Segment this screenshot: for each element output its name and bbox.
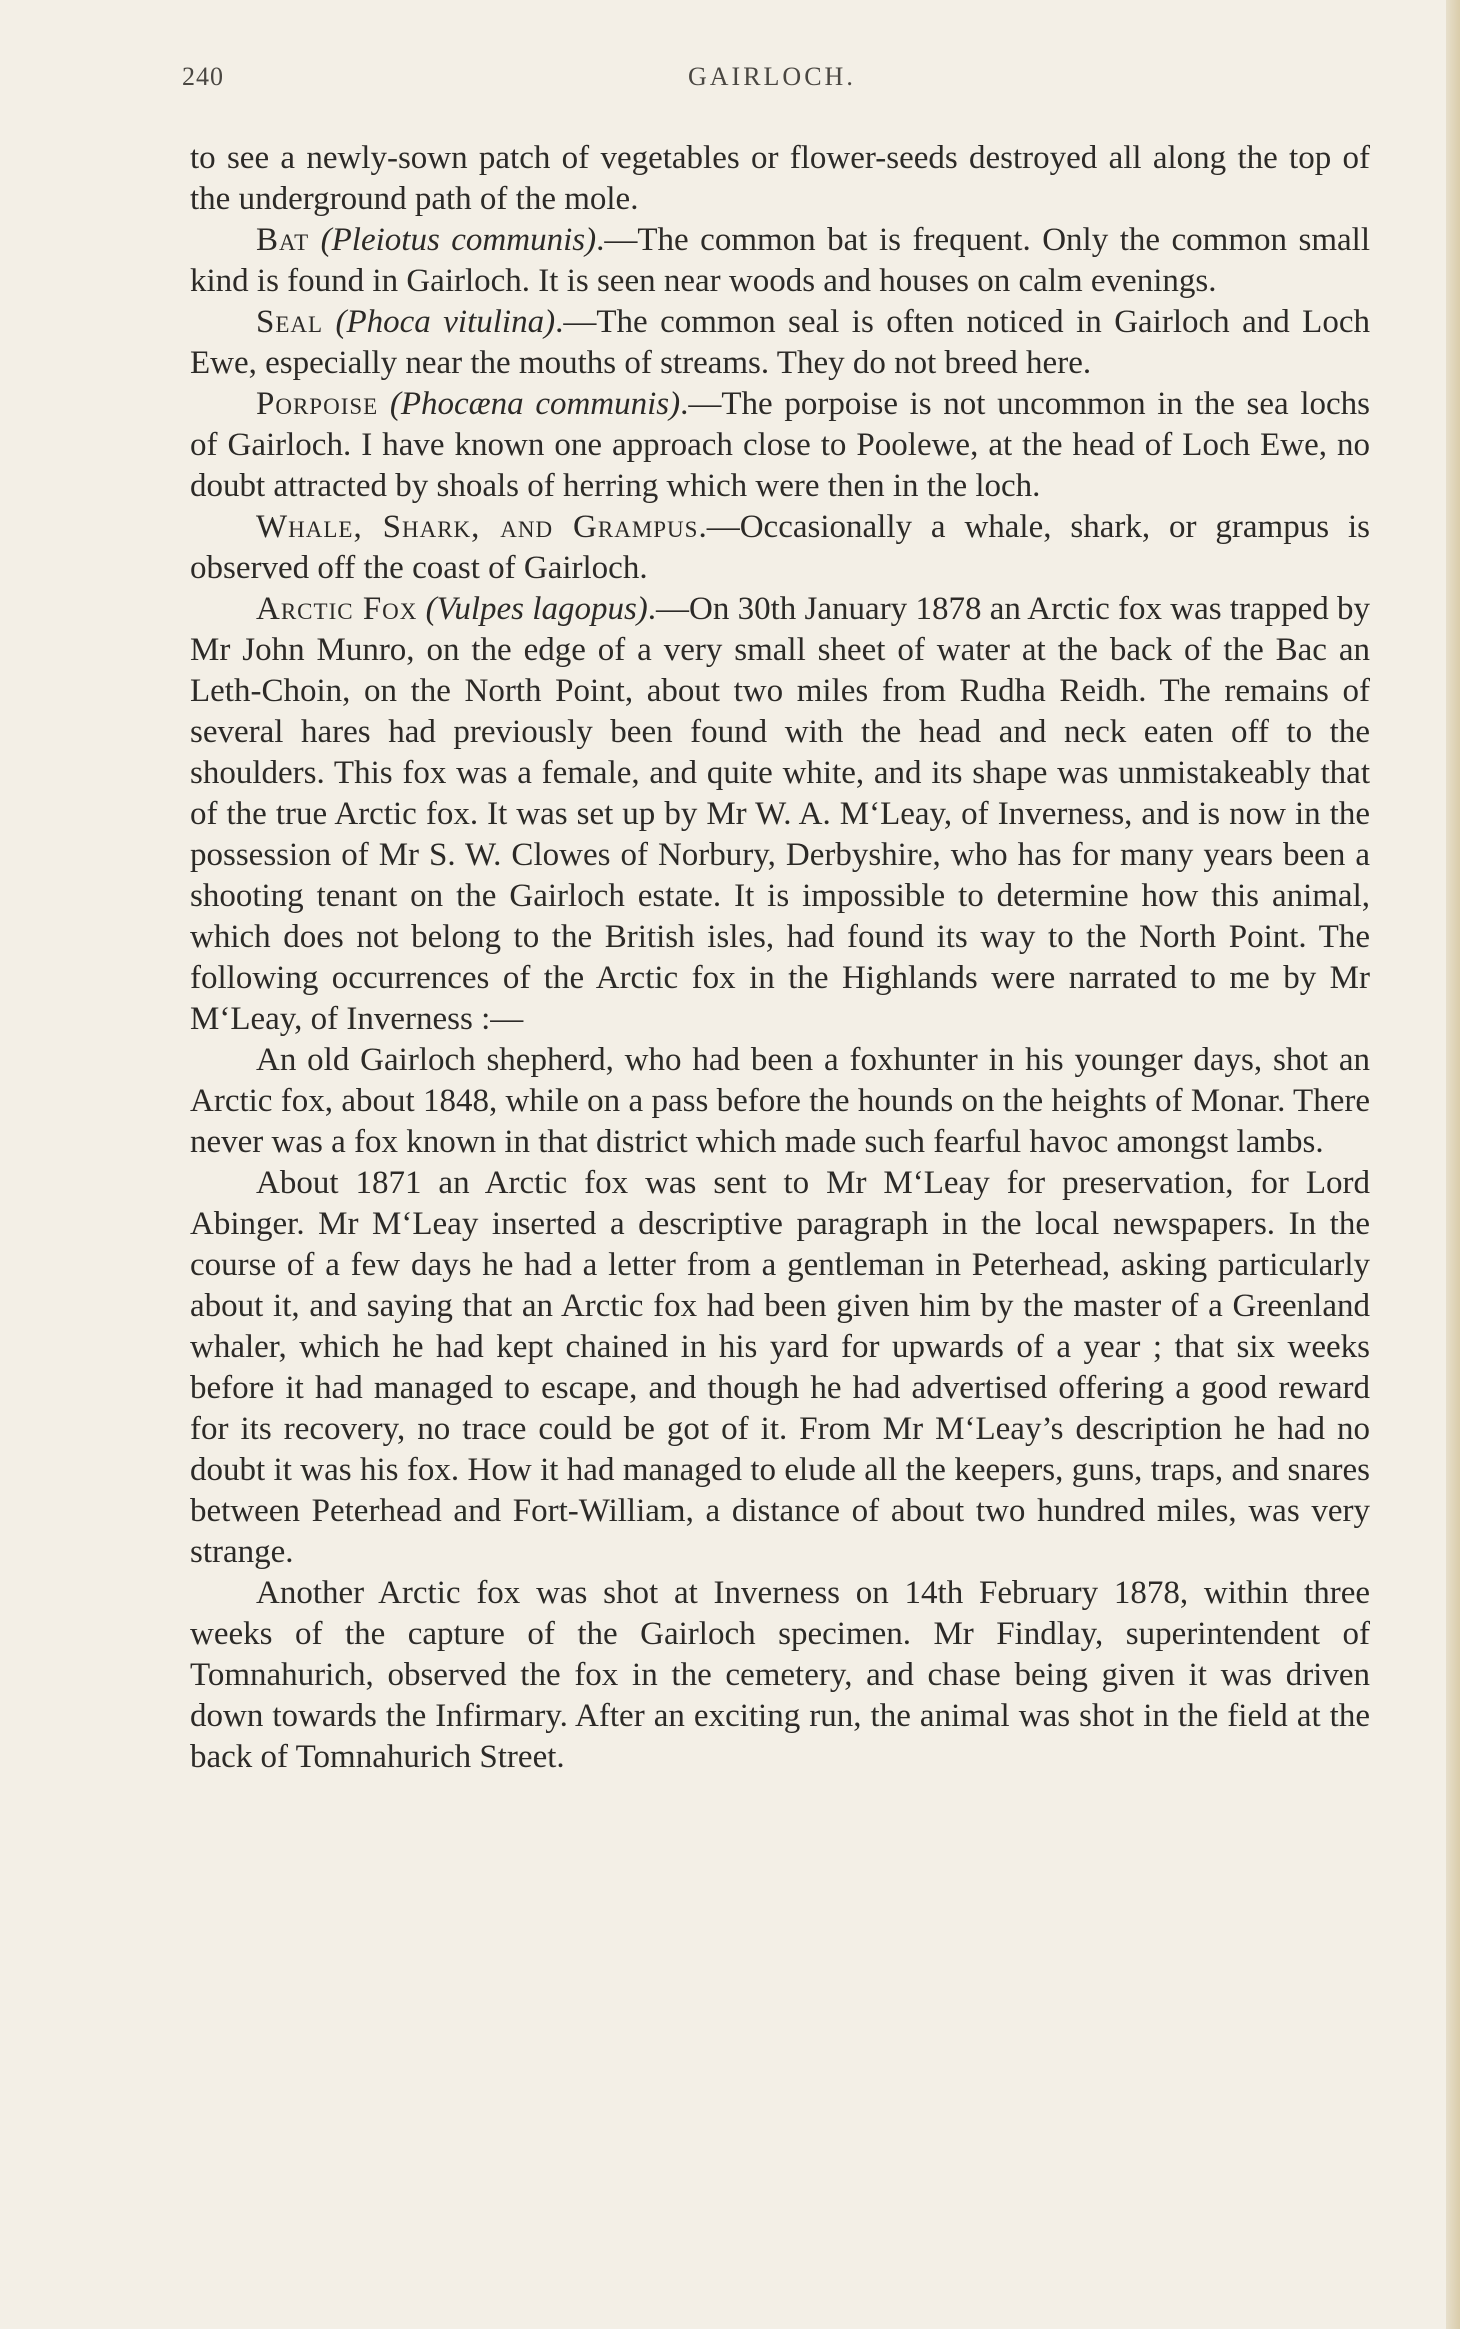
latin-name: (Phocæna communis) [389, 386, 681, 422]
entry-head: Seal [256, 304, 324, 340]
entry-head: Porpoise [256, 386, 379, 422]
latin-name: (Pleiotus communis) [320, 222, 597, 258]
entry-head: Arctic Fox [256, 591, 418, 627]
paragraph-seal: Seal (Phoca vitulina).—The common seal is often noticed in Gairloch and Loch Ewe, especially near the mouths of streams. They do not breed here. [190, 304, 1370, 381]
body-text [190, 138, 1370, 1778]
entry-head: Bat [256, 222, 310, 258]
paragraph-whale: Whale, Shark, and Grampus.—Occasionally a whale, shark, or grampus is observed off the coast of Gairloch. [190, 509, 1370, 586]
paragraph-bat: Bat (Pleiotus communis).—The common bat is frequent. Only the common small kind is found in Gairloch. It is seen near woods and houses on calm evenings. [190, 222, 1371, 299]
entry-head: Whale, Shark, and Grampus [256, 509, 699, 545]
latin-name: (Phoca vitulina) [335, 304, 556, 340]
paragraph-inverness-fox: Another Arctic fox was shot at Inverness on 14th February 1878, within three weeks of the capture of the Gairloch specimen. Mr Findlay, superintendent of Tomnahurich, observed the fox in the cemetery, and chase being given it was driven down towards the Infirmary. After an exciting run, the animal was shot in the field at the back of Tomnahurich Street. [190, 1575, 1370, 1775]
paragraph-shepherd: An old Gairloch shepherd, who had been a foxhunter in his younger days, shot an Arctic fox, about 1848, while on a pass before the hounds on the heights of Monar. There never was a fox known in that district which made such fearful havoc amongst lambs. [190, 1042, 1370, 1160]
running-title: GAIRLOCH. [688, 62, 856, 91]
paragraph-1871-fox: About 1871 an Arctic fox was sent to Mr M‘Leay for preservation, for Lord Abinger. Mr M‘Leay inserted a descriptive paragraph in the local newspapers. In the course of a few days he had a letter from a gentleman in Peterhead, asking particularly about it, and saying that an Arctic fox had been given him by the master of a Greenland whaler, which he had kept chained in his yard for upwards of a year ; that six weeks before it had managed to escape, and though he had advertised offering a good reward for its recovery, no trace could be got of it. From Mr M‘Leay’s description he had no doubt it was his fox. How it had managed to elude all the keepers, guns, traps, and snares between Peterhead and Fort-William, a distance of about two hundred miles, was very strange. [190, 1165, 1370, 1570]
latin-name: (Vulpes lagopus) [425, 591, 648, 627]
paragraph-mole-continued: to see a newly-sown patch of vegetables or flower-seeds destroyed all along the top of the underground path of the mole. [190, 140, 1370, 217]
page-edge [1446, 0, 1460, 2329]
page-number: 240 [182, 62, 224, 91]
paragraph-porpoise: Porpoise (Phocæna communis).—The porpoise is not uncommon in the sea lochs of Gairloch. I have known one approach close to Poolewe, at the head of Loch Ewe, no doubt attracted by shoals of herring which were then in the loch. [190, 386, 1370, 504]
paragraph-arctic-fox: Arctic Fox (Vulpes lagopus).—On 30th January 1878 an Arctic fox was trapped by Mr John Munro, on the edge of a very small sheet of water at the back of the Bac an Leth-Choin, on the North Point, about two miles from Rudha Reidh. The remains of several hares had previously been found with the head and neck eaten off to the shoulders. This fox was a female, and quite white, and its shape was unmistakeably that of the true Arctic fox. It was set up by Mr W. A. M‘Leay, of Inverness, and is now in the possession of Mr S. W. Clowes of Norbury, Derbyshire, who has for many years been a shooting tenant on the Gairloch estate. It is impossible to determine how this animal, which does not belong to the British isles, had found its way to the North Point. The following occurrences of the Arctic fox in the Highlands were narrated to me by Mr M‘Leay, of Inverness :— [190, 591, 1371, 1037]
